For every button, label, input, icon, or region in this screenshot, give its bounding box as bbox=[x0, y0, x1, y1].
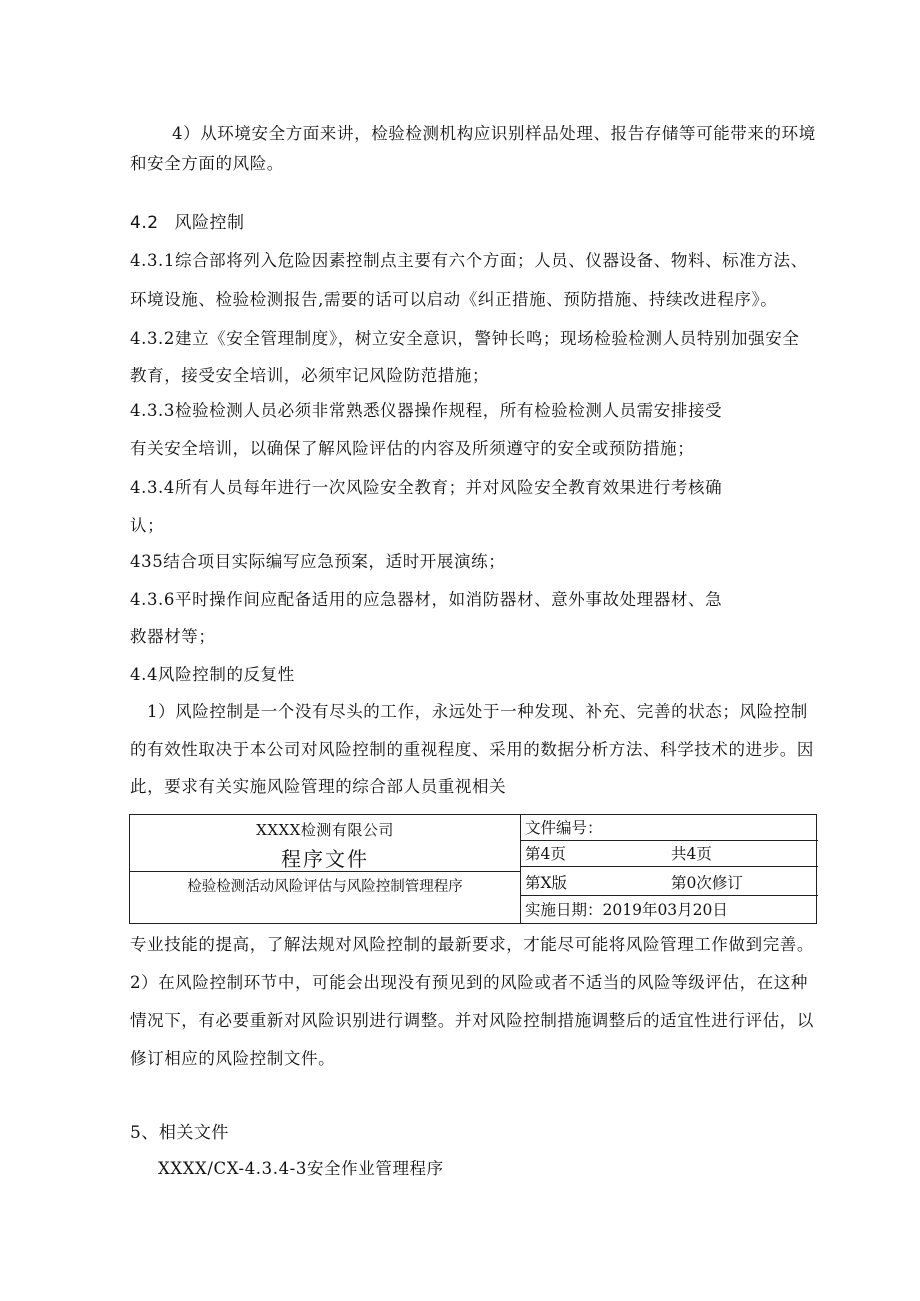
body-line: 4.3.4所有人员每年进行一次风险安全教育；并对风险安全教育效果进行考核确 bbox=[130, 478, 723, 497]
body-line: 的有效性取决于本公司对风险控制的重视程度、采用的数据分析方法、科学技术的进步。因 bbox=[130, 740, 814, 759]
body-line: 2）在风险控制环节中，可能会出现没有预见到的风险或者不适当的风险等级评估，在这种 bbox=[130, 973, 808, 992]
version-row bbox=[521, 870, 818, 896]
section-heading-5: 5、相关文件 bbox=[130, 1123, 229, 1143]
section-heading-4-4: 4.4风险控制的反复性 bbox=[130, 665, 295, 684]
section-number: 4.2 bbox=[130, 213, 159, 233]
body-line: 1）风险控制是一个没有尽头的工作，永远处于一种发现、补充、完善的状态；风险控制 bbox=[147, 702, 808, 721]
body-line: 4.3.1综合部将列入危险因素控制点主要有六个方面；人员、仪器设备、物料、标准方法、 bbox=[130, 251, 808, 270]
page-row bbox=[521, 841, 818, 867]
body-line: 修订相应的风险控制文件。 bbox=[130, 1049, 336, 1068]
paragraph-line: 4）从环境安全方面来讲，检验检测机构应识别样品处理、报告存储等可能带来的环境 bbox=[172, 124, 816, 143]
body-line: 4.3.3检验检测人员必须非常熟悉仪器操作规程，所有检验检测人员需安排接受 bbox=[130, 401, 723, 420]
document-type: 程序文件 bbox=[281, 847, 369, 871]
body-line: 此，要求有关实施风险管理的综合部人员重视相关 bbox=[130, 777, 507, 796]
company-name: XXXX检测有限公司 bbox=[256, 821, 394, 839]
body-line: 4.3.6平时操作间应配备适用的应急器材，如消防器材、意外事故处理器材、急 bbox=[130, 590, 723, 609]
effective-date: 实施日期：2019年03月20日 bbox=[525, 901, 728, 919]
paragraph-line: 和安全方面的风险。 bbox=[130, 154, 284, 173]
body-line: 认； bbox=[130, 516, 165, 535]
doc-number-row bbox=[521, 815, 818, 841]
related-document-item: XXXX/CX-4.3.4-3安全作业管理程序 bbox=[158, 1159, 444, 1178]
body-line: 435结合项目实际编写应急预案，适时开展演练； bbox=[130, 552, 506, 571]
body-line: 专业技能的提高，了解法规对风险控制的最新要求，才能尽可能将风险管理工作做到完善。 bbox=[130, 935, 814, 954]
body-line: 环境设施、检验检测报告,需要的话可以启动《纠正措施、预防措施、持续改进程序》。 bbox=[130, 290, 778, 309]
section-heading-4-2 bbox=[130, 211, 820, 235]
version: 第X版 bbox=[525, 874, 568, 892]
revision: 第0次修订 bbox=[671, 874, 743, 892]
header-company-cell bbox=[130, 815, 520, 872]
body-line: 情况下，有必要重新对风险识别进行调整。并对风险控制措施调整后的适宜性进行评估，以 bbox=[130, 1011, 814, 1030]
body-line: 救器材等； bbox=[130, 627, 216, 646]
header-left-cell bbox=[130, 815, 521, 923]
page-number: 第4页 bbox=[525, 845, 566, 863]
body-line: 4.3.2建立《安全管理制度》，树立安全意识，警钟长鸣；现场检验检测人员特别加强安全 bbox=[130, 329, 800, 348]
doc-number-label: 文件编号： bbox=[525, 819, 603, 837]
total-pages: 共4页 bbox=[671, 845, 712, 863]
procedure-name: 检验检测活动风险评估与风险控制管理程序 bbox=[187, 879, 463, 895]
body-line: 教育，接受安全培训，必须牢记风险防范措施； bbox=[130, 366, 490, 385]
effective-date-row bbox=[521, 897, 818, 923]
section-title: 风险控制 bbox=[174, 213, 245, 233]
document-header-table bbox=[129, 814, 817, 924]
body-line: 有关安全培训，以确保了解风险评估的内容及所须遵守的安全或预防措施； bbox=[130, 439, 695, 458]
